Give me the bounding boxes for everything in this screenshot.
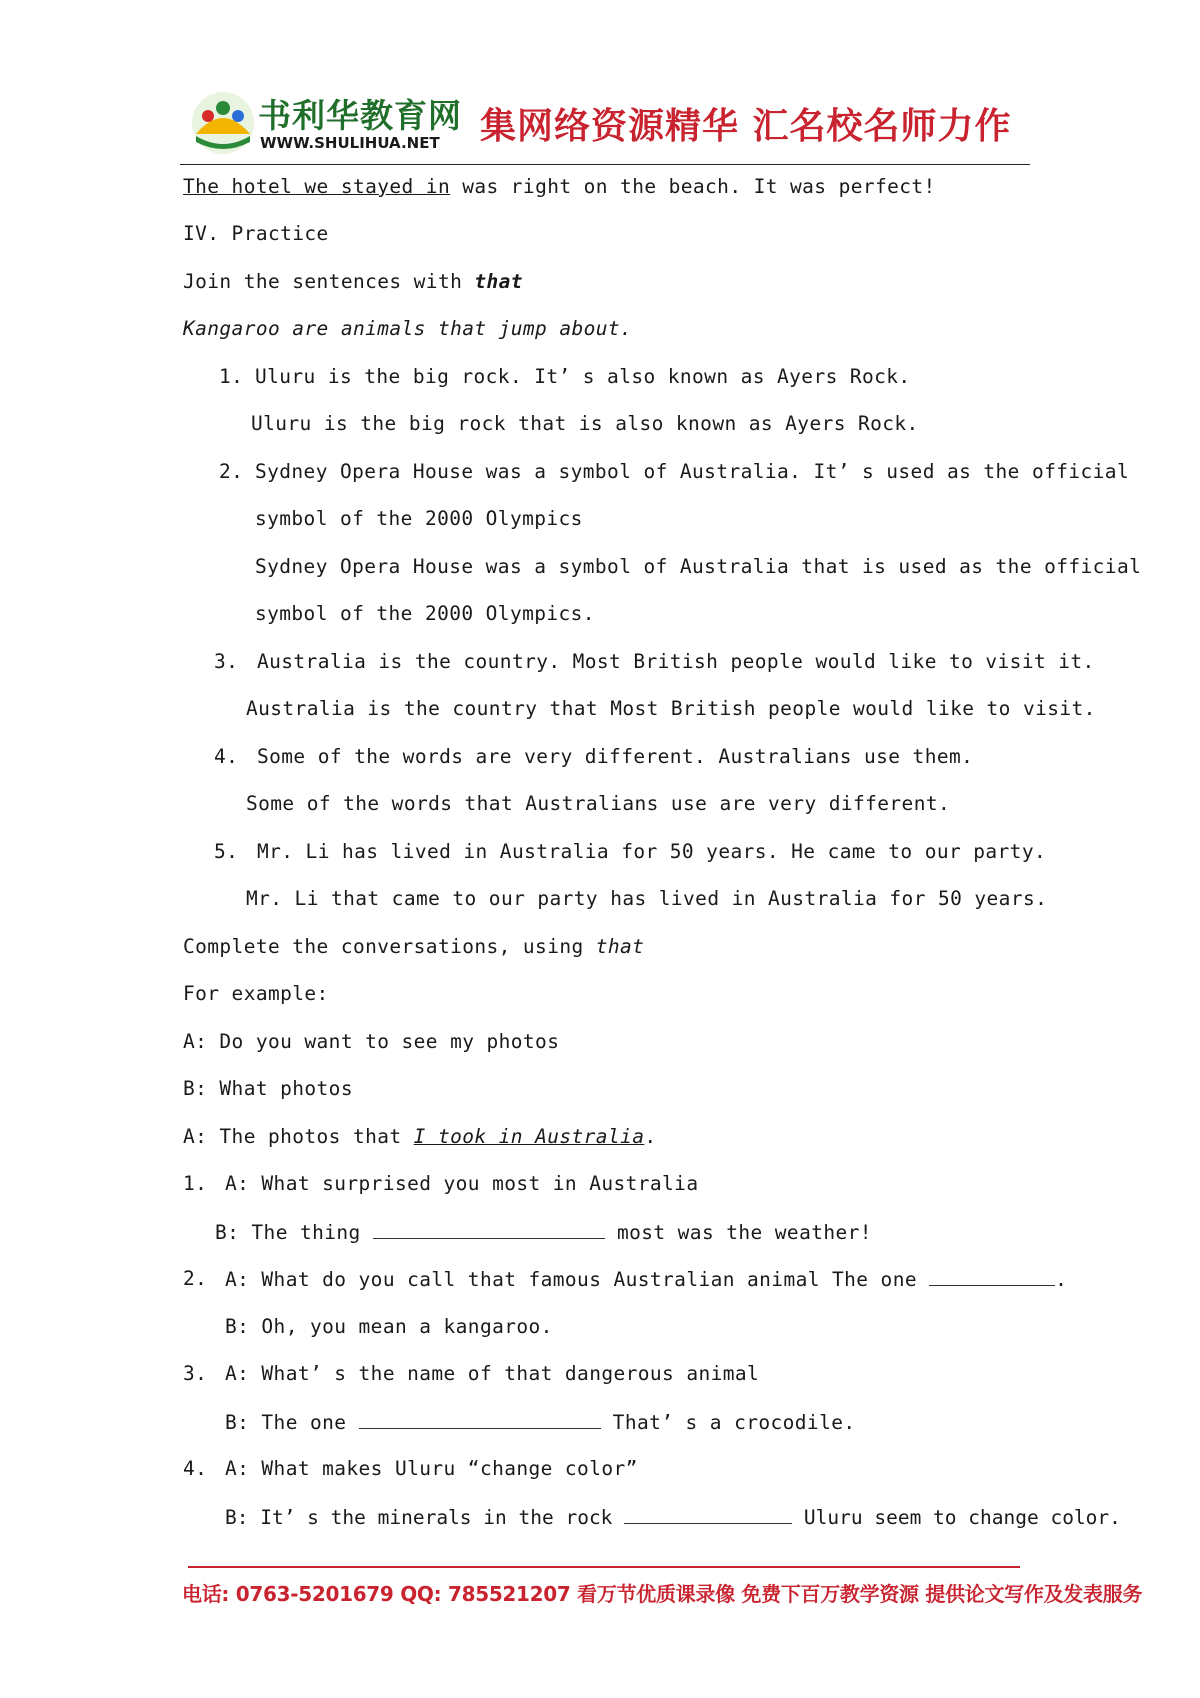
site-url: WWW.SHULIHUA.NET <box>260 134 440 152</box>
for-example-label: For example: <box>183 982 329 1005</box>
item-1-answer: Uluru is the big rock that is also known as Ayers Rock. <box>251 412 919 435</box>
site-slogan: 集网络资源精华 汇名校名师力作 <box>480 106 1012 147</box>
example-dialog-a2-post: . <box>644 1125 657 1148</box>
example-dialog-a1: A: Do you want to see my photos <box>183 1030 560 1053</box>
section-heading: IV. Practice <box>183 222 329 245</box>
item-2-question: Sydney Opera House was a symbol of Australia. It’ s used as the official <box>255 460 1130 483</box>
conv-1-blank[interactable] <box>373 1220 605 1239</box>
item-4-number: 4. <box>214 745 239 768</box>
item-4-question: Some of the words are very different. Australians use them. <box>257 745 974 768</box>
conv-2-a-post: . <box>1055 1268 1068 1291</box>
instruction-complete-emph: that <box>595 935 645 958</box>
example-join: Kangaroo are animals that jump about. <box>183 317 633 340</box>
example-dialog-b1: B: What photos <box>183 1077 353 1100</box>
shulihua-logo-icon <box>190 90 256 156</box>
header-divider <box>180 164 1030 165</box>
item-3-answer: Australia is the country that Most British people would like to visit. <box>246 697 1096 720</box>
conv-4-number: 4. <box>183 1457 208 1480</box>
example-dialog-a2-underlined: I took in Australia <box>413 1125 645 1148</box>
conv-1-a: A: What surprised you most in Australia <box>225 1172 699 1195</box>
conv-4-blank[interactable] <box>624 1505 792 1524</box>
item-1-number: 1. <box>219 365 244 388</box>
item-1-question: Uluru is the big rock. It’ s also known as Ayers Rock. <box>255 365 911 388</box>
conv-2-b: B: Oh, you mean a kangaroo. <box>225 1315 553 1338</box>
item-2-number: 2. <box>219 460 244 483</box>
item-2-question-cont: symbol of the 2000 Olympics <box>255 507 583 530</box>
conv-3-b <box>225 1410 856 1435</box>
site-name: 书利华教育网 <box>258 96 462 135</box>
conv-3-a: A: What’ s the name of that dangerous animal <box>225 1362 760 1385</box>
conv-3-blank[interactable] <box>359 1410 601 1429</box>
conv-4-b <box>225 1505 1121 1530</box>
instruction-join-text: Join the sentences with <box>183 270 475 293</box>
item-3-question: Australia is the country. Most British people would like to visit it. <box>257 650 1095 673</box>
item-5-answer: Mr. Li that came to our party has lived in Australia for 50 years. <box>246 887 1048 910</box>
conv-1-b-pre: B: The thing <box>215 1221 373 1244</box>
item-2-answer: Sydney Opera House was a symbol of Australia that is used as the official <box>255 555 1142 578</box>
footer-contact: 电话: 0763-5201679 QQ: 785521207 看万节优质课录像 免费下百万教学资源 提供论文写作及发表服务 <box>182 1582 1143 1606</box>
example-underlined: The hotel we stayed in <box>183 175 451 198</box>
page-header <box>180 84 1030 164</box>
conv-4-b-pre: B: It’ s the minerals in the rock <box>225 1506 625 1529</box>
instruction-complete <box>183 935 644 959</box>
item-3-number: 3. <box>214 650 239 673</box>
example-rest: was right on the beach. It was perfect! <box>450 175 936 198</box>
conv-2-a <box>225 1267 1067 1292</box>
conv-4-b-post: Uluru seem to change color. <box>792 1506 1121 1529</box>
instruction-join-emph: that <box>474 270 523 293</box>
conv-2-a-pre: A: What do you call that famous Australian animal The one <box>225 1268 930 1291</box>
conv-1-b <box>215 1220 872 1245</box>
conv-2-blank[interactable] <box>929 1267 1055 1286</box>
item-2-answer-cont: symbol of the 2000 Olympics. <box>255 602 595 625</box>
example-dialog-a2 <box>183 1125 656 1149</box>
item-4-answer: Some of the words that Australians use are very different. <box>246 792 951 815</box>
example-dialog-a2-pre: A: The photos that <box>183 1125 414 1148</box>
conv-3-number: 3. <box>183 1362 208 1385</box>
example-sentence <box>183 175 936 199</box>
conv-3-b-pre: B: The one <box>225 1411 359 1434</box>
conv-2-number: 2. <box>183 1267 208 1290</box>
conv-1-b-post: most was the weather! <box>604 1221 872 1244</box>
item-5-question: Mr. Li has lived in Australia for 50 years. He came to our party. <box>257 840 1047 863</box>
footer-divider <box>188 1566 1020 1568</box>
item-5-number: 5. <box>214 840 239 863</box>
instruction-complete-text: Complete the conversations, using <box>183 935 596 958</box>
instruction-join <box>183 270 523 294</box>
conv-4-a: A: What makes Uluru “change color” <box>225 1457 638 1480</box>
conv-3-b-post: That’ s a crocodile. <box>600 1411 856 1434</box>
conv-1-number: 1. <box>183 1172 208 1195</box>
